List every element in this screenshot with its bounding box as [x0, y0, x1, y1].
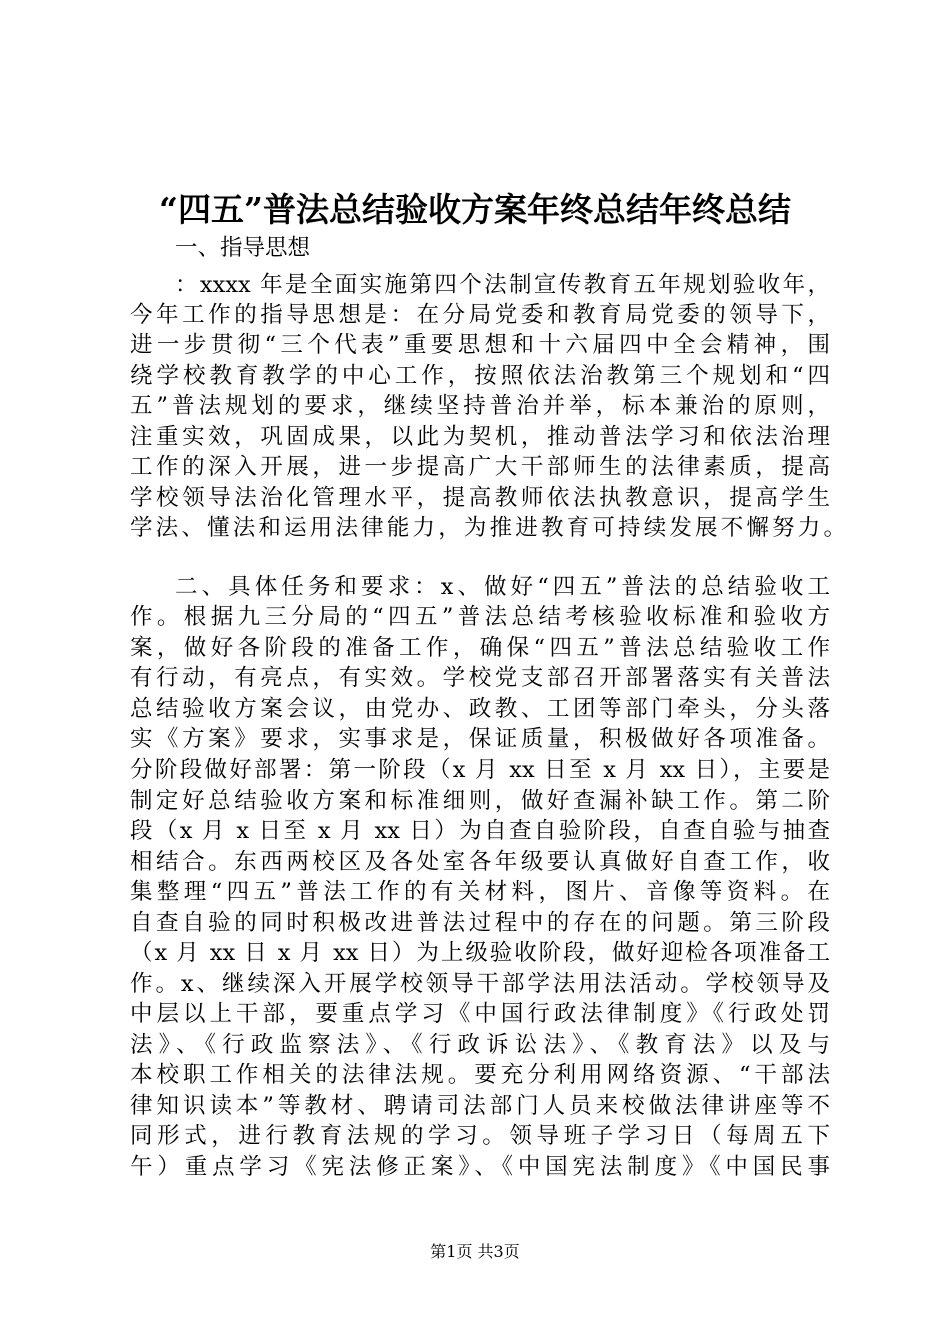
- paragraph-line: 中层以上干部，要重点学习《中国行政法律制度》《行政处罚: [130, 1001, 830, 1027]
- paragraph-line: （x 月 xx 日 x 月 xx 日）为上级验收阶段，做好迎检各项准备工: [130, 940, 830, 966]
- paragraph-line: 制定好总结验收方案和标准细则，做好查漏补缺工作。第二阶: [130, 788, 830, 814]
- paragraph-line: 学校领导法治化管理水平，提高教师依法执教意识，提高学生: [130, 485, 830, 511]
- paragraph-line: 五”普法规划的要求，继续坚持普治并举，标本兼治的原则，: [130, 393, 830, 419]
- paragraph-line: 工作的深入开展，进一步提高广大干部师生的法律素质，提高: [130, 454, 830, 480]
- paragraph-line: 进一步贯彻“三个代表”重要思想和十六届四中全会精神，围: [130, 332, 830, 358]
- paragraph-line: 相结合。东西两校区及各处室各年级要认真做好自查工作，收: [130, 849, 830, 875]
- paragraph-line: 作。x、继续深入开展学校领导干部学法用法活动。学校领导及: [130, 971, 830, 997]
- paragraph-line: 法》、《行政监察法》、《行政诉讼法》、《教育法》以及与: [130, 1032, 830, 1058]
- paragraph-line: 作。根据九三分局的“四五”普法总结考核验收标准和验收方: [130, 604, 830, 630]
- paragraph-line: 本校职工作相关的法律法规。要充分利用网络资源、“干部法: [130, 1062, 830, 1088]
- document-title: “四五”普法总结验收方案年终总结年终总结: [159, 190, 791, 229]
- section-heading-1: 一、指导思想: [175, 235, 311, 261]
- paragraph-line: 绕学校教育教学的中心工作，按照依法治教第三个规划和“四: [130, 363, 830, 389]
- paragraph-line: 案，做好各阶段的准备工作，确保“四五”普法总结验收工作: [130, 635, 830, 661]
- paragraph-line: 段（x 月 x 日至 x 月 xx 日）为自查自验阶段，自查自验与抽查: [130, 818, 830, 844]
- paragraph-line: 注重实效，巩固成果，以此为契机，推动普法学习和依法治理: [130, 424, 830, 450]
- page-footer: 第1页 共3页: [430, 1242, 520, 1261]
- paragraph-line: 分阶段做好部署：第一阶段（x 月 xx 日至 x 月 xx 日），主要是: [130, 757, 830, 783]
- paragraph-line: 学法、懂法和运用法律能力，为推进教育可持续发展不懈努力。: [130, 515, 846, 541]
- paragraph-line: 有行动，有亮点，有实效。学校党支部召开部署落实有关普法: [130, 665, 830, 691]
- paragraph-line: 今年工作的指导思想是：在分局党委和教育局党委的领导下，: [130, 302, 830, 328]
- paragraph-line: 集整理“四五”普法工作的有关材料，图片、音像等资料。在: [130, 879, 830, 905]
- section-heading-2: 二、具体任务和要求：x、做好“四五”普法的总结验收工: [175, 574, 830, 600]
- paragraph-line: 实《方案》要求，实事求是，保证质量，积极做好各项准备。: [130, 726, 830, 752]
- paragraph-line: 总结验收方案会议，由党办、政教、工团等部门牵头，分头落: [130, 696, 830, 722]
- paragraph-line: 自查自验的同时积极改进普法过程中的存在的问题。第三阶段: [130, 910, 830, 936]
- paragraph-line: ：xxxx 年是全面实施第四个法制宣传教育五年规划验收年，: [175, 272, 830, 298]
- paragraph-line: 律知识读本”等教材、聘请司法部门人员来校做法律讲座等不: [130, 1093, 830, 1119]
- paragraph-line: 午）重点学习《宪法修正案》、《中国宪法制度》《中国民事: [130, 1154, 830, 1180]
- paragraph-line: 同形式，进行教育法规的学习。领导班子学习日（每周五下: [130, 1123, 830, 1149]
